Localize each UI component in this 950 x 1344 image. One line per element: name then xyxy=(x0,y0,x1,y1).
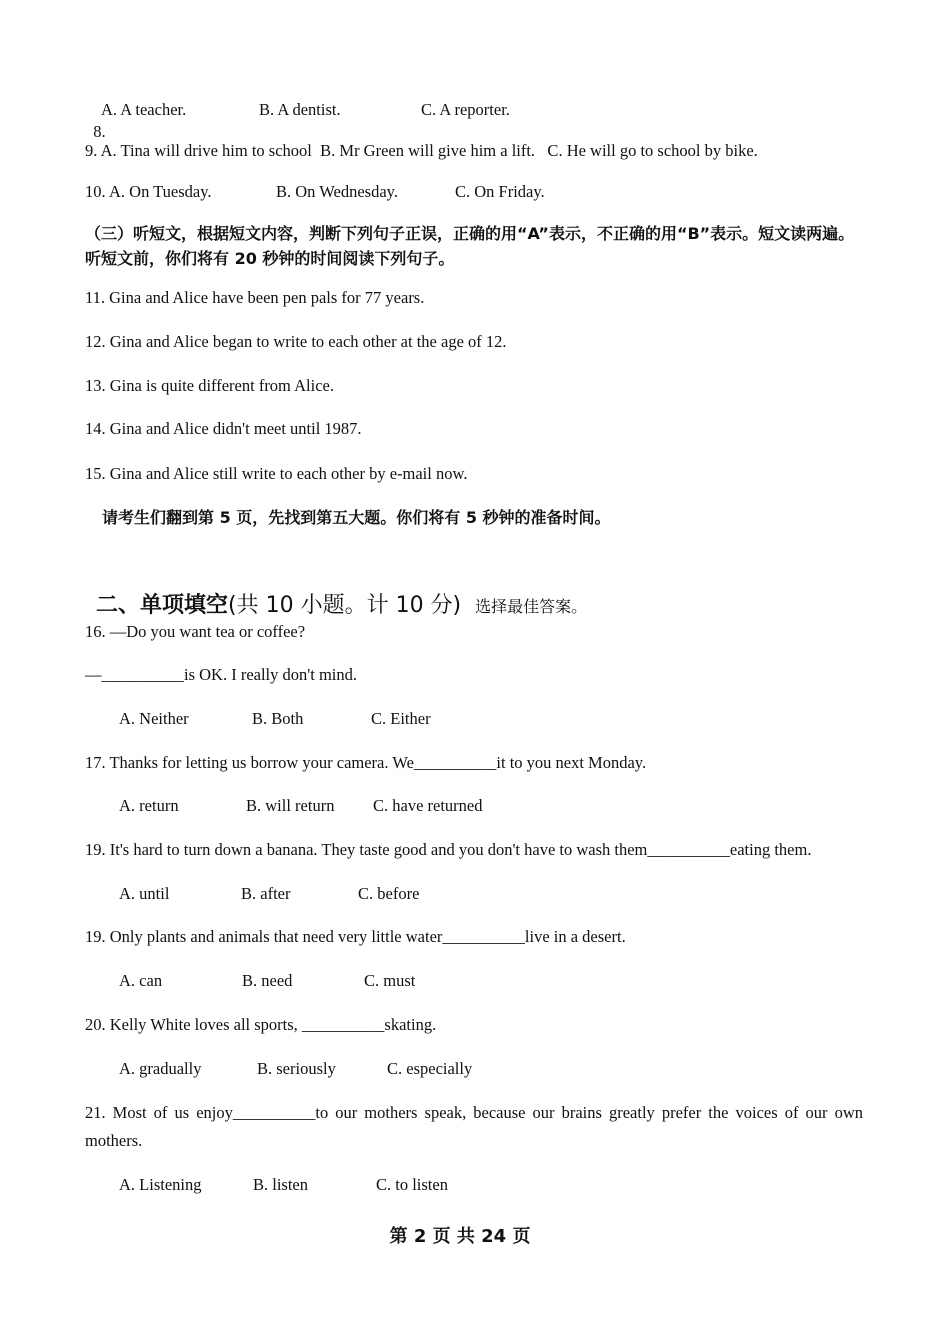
section-2-title: 二、单项填空 xyxy=(96,593,229,618)
statement-14: 14. Gina and Alice didn't meet until 1987. xyxy=(85,419,362,438)
question-16-option-b: B. Both xyxy=(252,709,304,728)
statement-13: 13. Gina is quite different from Alice. xyxy=(85,376,334,395)
question-18-option-c: C. before xyxy=(358,884,420,903)
question-19-line-1: 19. Only plants and animals that need very little water__________live in a desert. xyxy=(85,927,626,946)
question-19-option-b: B. need xyxy=(242,971,293,990)
question-18-option-a: A. until xyxy=(119,884,170,903)
question-18-line-1: 19. It's hard to turn down a banana. They taste good and you don't have to wash them__________eating them. xyxy=(85,840,812,859)
section-2-points: (共 10 小题。计 10 分) xyxy=(228,593,462,618)
statement-11: 11. Gina and Alice have been pen pals for 77 years. xyxy=(85,288,425,307)
page-footer: 第 2 页 共 24 页 xyxy=(389,1226,531,1247)
question-19-option-c: C. must xyxy=(364,971,416,990)
question-21-option-b: B. listen xyxy=(253,1175,309,1194)
question-18-option-b: B. after xyxy=(241,884,291,903)
question-16-option-c: C. Either xyxy=(371,709,431,728)
question-20-option-c: C. especially xyxy=(387,1059,473,1078)
section-3-instruction: （三）听短文，根据短文内容，判断下列句子正误，正确的用“A”表示，不正确的用“B”表示。短文读两遍。听短文前，你们将有 20 秒钟的时间阅读下列句子。 xyxy=(85,224,855,268)
question-10-option-a: A. On Tuesday. xyxy=(109,182,212,201)
statement-12: 12. Gina and Alice began to write to each other at the age of 12. xyxy=(85,332,507,351)
question-16-option-a: A. Neither xyxy=(119,709,189,728)
question-21-option-c: C. to listen xyxy=(376,1175,448,1194)
question-9: 9. A. Tina will drive him to school B. Mr Green will give him a lift. C. He will go to school by bike. xyxy=(85,141,758,160)
question-17-option-b: B. will return xyxy=(246,796,335,815)
question-20-option-b: B. seriously xyxy=(257,1059,336,1078)
statement-15: 15. Gina and Alice still write to each other by e-mail now. xyxy=(85,464,468,483)
question-8-option-a: A. A teacher. xyxy=(101,100,187,119)
question-16-line-1: 16. —Do you want tea or coffee? xyxy=(85,622,306,641)
question-17-option-c: C. have returned xyxy=(373,796,483,815)
question-8-option-b: B. A dentist. xyxy=(259,100,341,119)
question-20-option-a: A. gradually xyxy=(119,1059,202,1078)
question-10-option-c: C. On Friday. xyxy=(455,182,545,201)
section-2-subtitle: 选择最佳答案。 xyxy=(475,597,588,616)
question-10-number: 10. xyxy=(85,182,106,201)
section-2-heading xyxy=(85,562,587,619)
question-19-option-a: A. can xyxy=(119,971,163,990)
question-10-option-b: B. On Wednesday. xyxy=(276,182,398,201)
question-21-option-a: A. Listening xyxy=(119,1175,202,1194)
question-17-line-1: 17. Thanks for letting us borrow your camera. We__________it to you next Monday. xyxy=(85,753,647,772)
question-20-line-1: 20. Kelly White loves all sports, __________skating. xyxy=(85,1015,437,1034)
question-8-number: 8. xyxy=(93,122,106,141)
question-21-line-1: 21. Most of us enjoy__________to our mothers speak, because our brains greatly prefer the voices of our own mothers. xyxy=(85,1103,863,1150)
question-16-line-2: —__________is OK. I really don't mind. xyxy=(85,665,357,684)
question-8-option-c: C. A reporter. xyxy=(421,100,510,119)
question-17-option-a: A. return xyxy=(119,796,179,815)
turn-page-note: 请考生们翻到第 5 页，先找到第五大题。你们将有 5 秒钟的准备时间。 xyxy=(102,508,611,527)
